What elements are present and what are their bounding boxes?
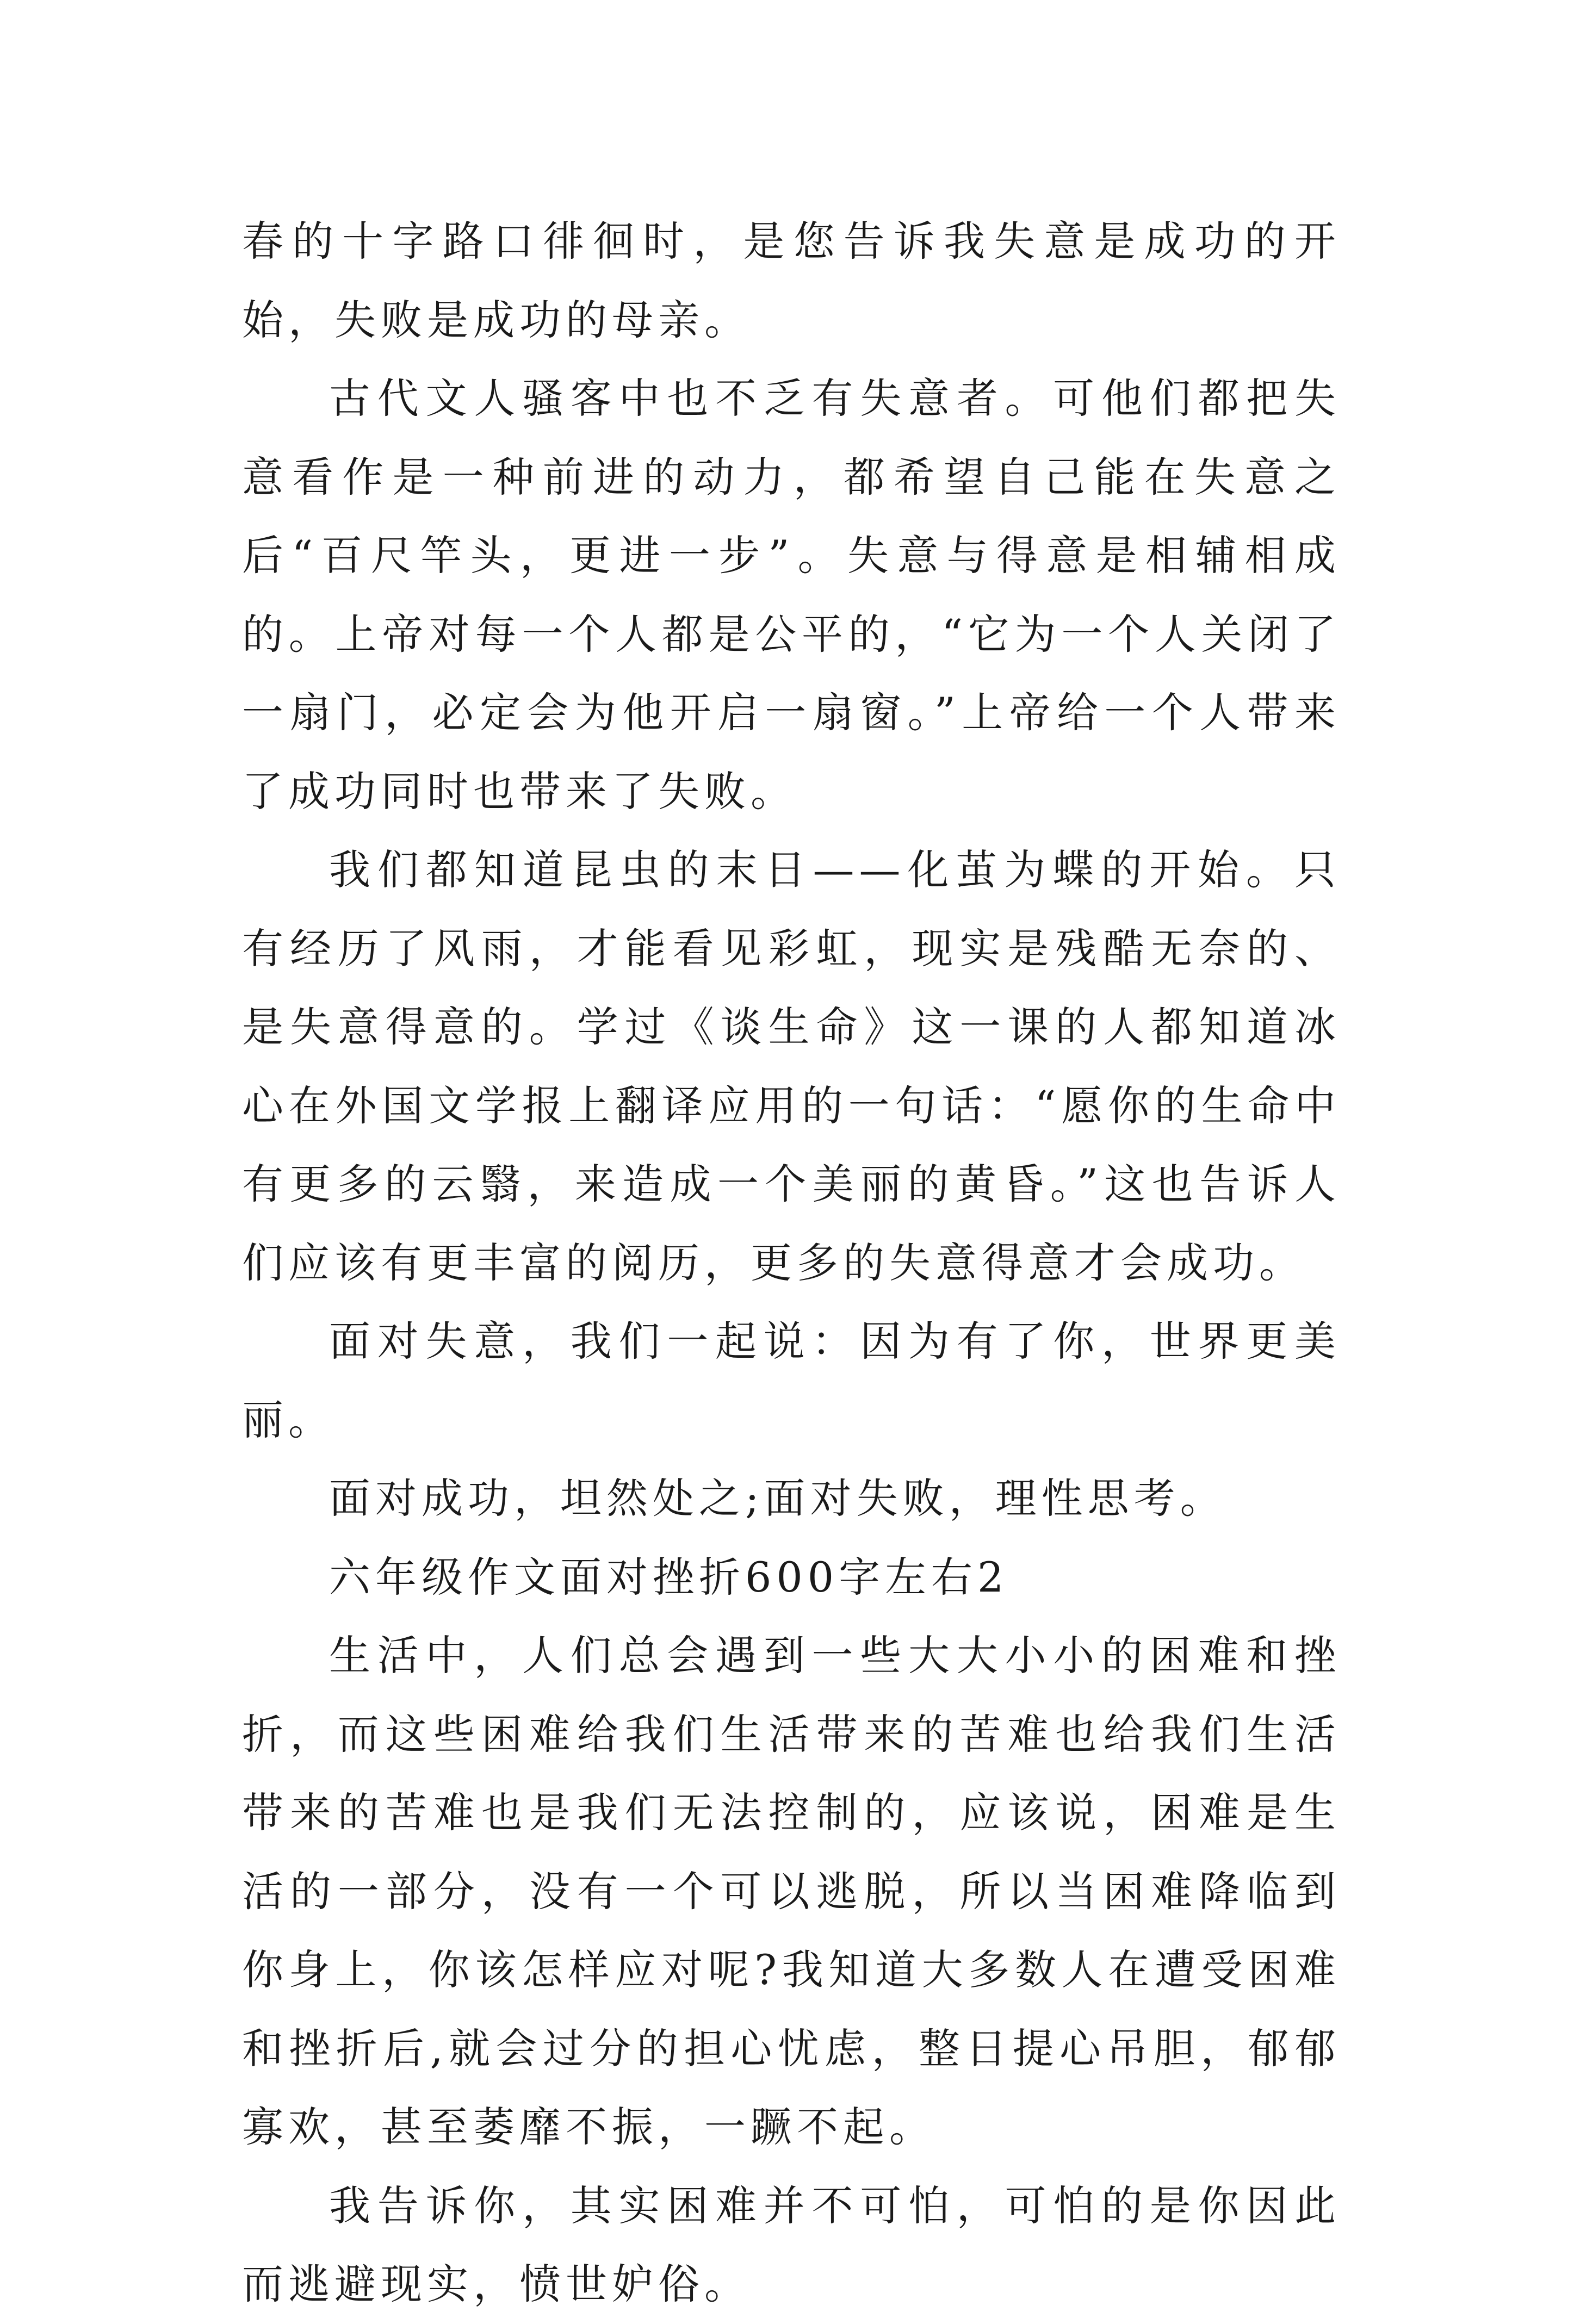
paragraph-7: 我告诉你，其实困难并不可怕，可怕的是你因此而逃避现实，愤世妒俗。 xyxy=(242,2181,1341,2308)
paragraph-4: 面对失意，我们一起说：因为有了你，世界更美丽。 xyxy=(242,1317,1341,1444)
paragraph-2: 古代文人骚客中也不乏有失意者。可他们都把失意看作是一种前进的动力，都希望自己能在失意之后“百尺竿头，更进一步”。失意与得意是相辅相成的。上帝对每一个人都是公平的，“它为一个人关闭了一扇门，必定会为他开启一扇窗。”上帝给一个人带来了成功同时也带来了失败。 xyxy=(242,374,1341,816)
paragraph-6: 生活中，人们总会遇到一些大大小小的困难和挫折，而这些困难给我们生活带来的苦难也给我们生活带来的苦难也是我们无法控制的，应该说，困难是生活的一部分，没有一个可以逃脱，所以当困难降临到你身上，你该怎样应对呢?我知道大多数人在遭受困难和挫折后,就会过分的担心忧虑，整日提心吊胆，郁郁寡欢，甚至萎靡不振，一蹶不起。 xyxy=(242,1631,1341,2151)
paragraph-1: 春的十字路口徘徊时，是您告诉我失意是成功的开始，失败是成功的母亲。 xyxy=(242,217,1341,344)
paragraph-3: 我们都知道昆虫的末日——化茧为蝶的开始。只有经历了风雨，才能看见彩虹，现实是残酷无奈的、是失意得意的。学过《谈生命》这一课的人都知道冰心在外国文学报上翻译应用的一句话：“愿你的生命中有更多的云翳，来造成一个美丽的黄昏。”这也告诉人们应该有更丰富的阅历，更多的失意得意才会成功。 xyxy=(242,846,1341,1287)
section-heading: 六年级作文面对挫折600字左右2 xyxy=(329,1552,1009,1601)
paragraph-5: 面对成功，坦然处之;面对失败，理性思考。 xyxy=(329,1474,1226,1523)
document-body xyxy=(242,202,1341,2324)
